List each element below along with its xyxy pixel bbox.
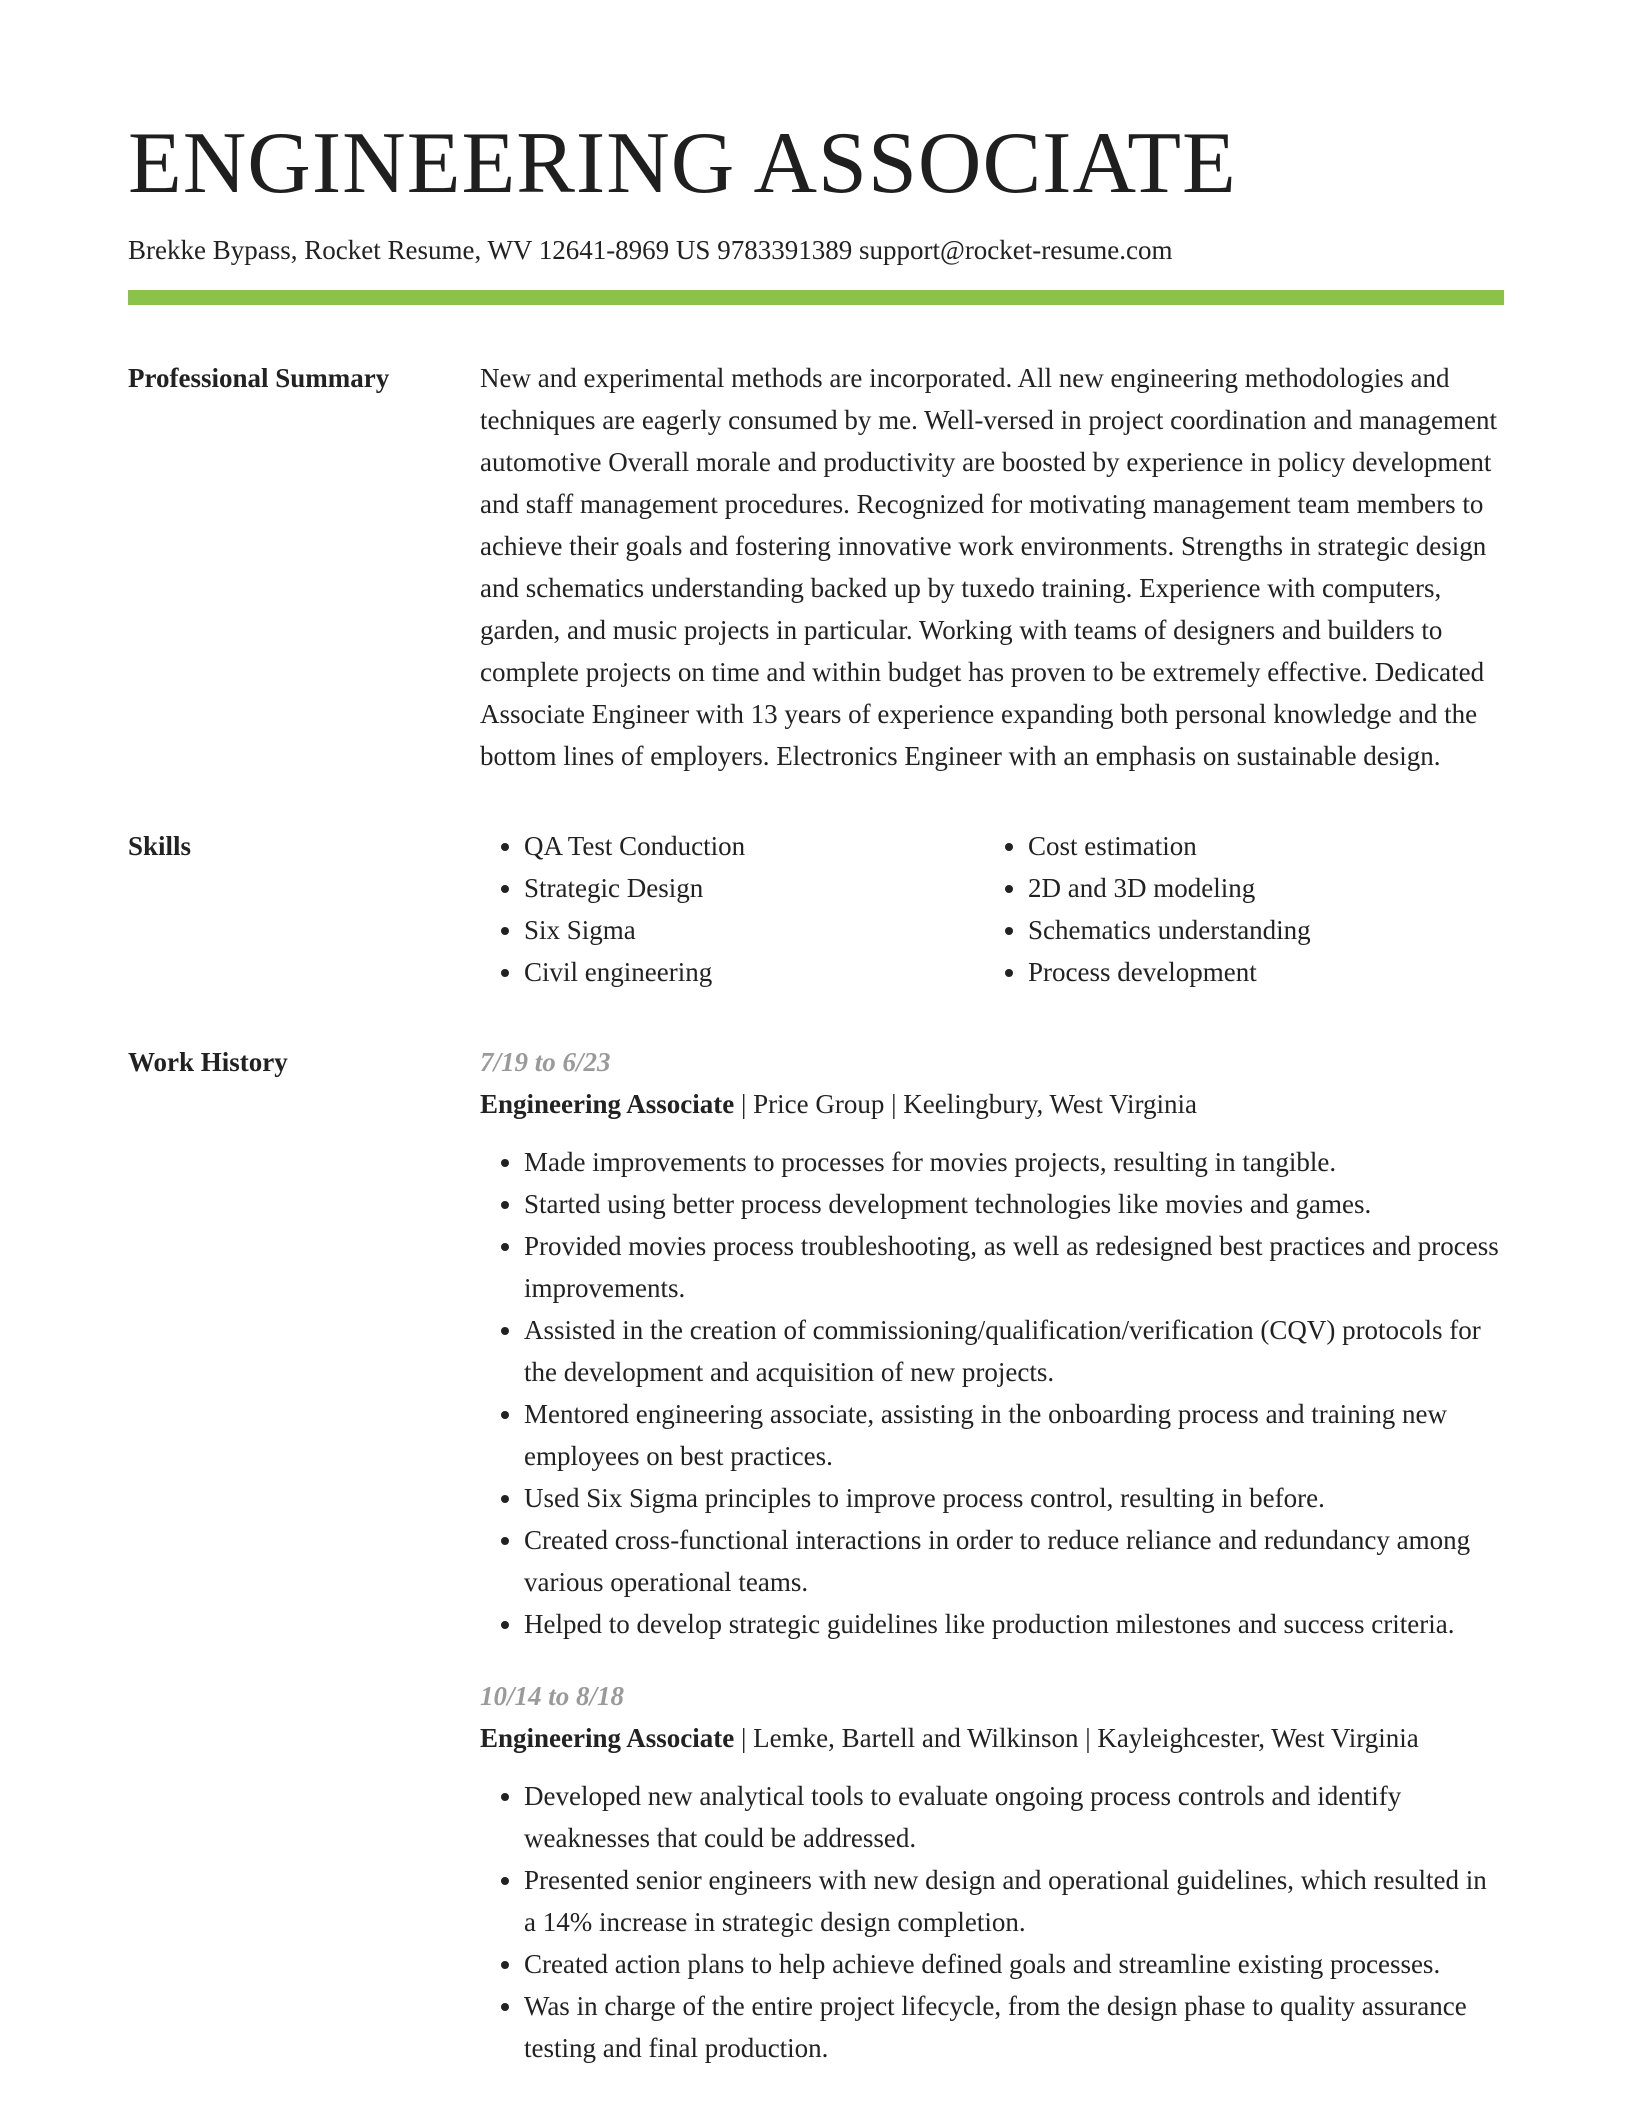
job-title: Engineering Associate [480,1089,735,1120]
skill-item: • Process development [1028,951,1504,993]
job-dates: 7/19 to 6/23 [480,1047,611,1078]
job-bullet: • Presented senior engineers with new design and operational guidelines, which resulted in a 14% increase in strategic design completion. [524,1859,1504,1943]
job-separator: | [741,1723,754,1754]
work-content [480,1041,1504,2099]
skill-item: • 2D and 3D modeling [1028,867,1504,909]
job-bullet: • Developed new analytical tools to evaluate ongoing process controls and identify weaknesses that could be addressed. [524,1775,1504,1859]
job-separator: | [891,1089,904,1120]
skills-section [128,825,1504,993]
job-bullet: • Used Six Sigma principles to improve process control, resulting in before. [524,1477,1504,1519]
resume-name: ENGINEERING ASSOCIATE [128,115,1237,212]
job-bullet: • Was in charge of the entire project lifecycle, from the design phase to quality assurance testing and final production. [524,1985,1504,2069]
job-bullet: • Assisted in the creation of commissioning/qualification/verification (CQV) protocols for the development and acquisition of new projects. [524,1309,1504,1393]
job-location: Keelingbury, West Virginia [903,1089,1197,1120]
summary-content [480,357,1504,777]
contact-phone: 9783391389 [717,235,853,265]
skills-content [480,825,1504,993]
job-bullets [480,1775,1504,2069]
job-company: Price Group [753,1089,885,1120]
job-company: Lemke, Bartell and Wilkinson [753,1723,1079,1754]
section-label-summary: Professional Summary [128,363,390,394]
job-separator: | [1085,1723,1098,1754]
job-entry [480,1041,1504,1645]
summary-text: New and experimental methods are incorporated. All new engineering methodologies and techniques are eagerly consumed by me. Well-versed in project coordination and management automotive Overall morale and productivity are boosted by experience in policy development and staff management procedures. Recognized for motivating management team members to achieve their goals and fostering innovative work environments. Strengths in strategic design and schematics understanding backed up by tuxedo training. Experience with computers, garden, and music projects in particular. Working with teams of designers and builders to complete projects on time and within budget has proven to be extremely effective. Dedicated Associate Engineer with 13 years of experience expanding both personal knowledge and the bottom lines of employers. Electronics Engineer with an emphasis on sustainable design. [480,363,1497,772]
summary-section [128,357,1504,777]
skill-item: • Schematics understanding [1028,909,1504,951]
job-bullet: • Made improvements to processes for movies projects, resulting in tangible. [524,1141,1504,1183]
skill-item: • Six Sigma [524,909,984,951]
section-label-skills: Skills [128,831,192,862]
job-bullet: • Created cross-functional interactions in order to reduce reliance and redundancy among various operational teams. [524,1519,1504,1603]
job-bullet: • Created action plans to help achieve defined goals and streamline existing processes. [524,1943,1504,1985]
skill-item: • Civil engineering [524,951,984,993]
contact-address: Brekke Bypass, Rocket Resume, WV 12641-8969 US [128,235,711,265]
contact-email: support@rocket-resume.com [858,235,1173,265]
skills-list-left [480,825,984,993]
job-bullets [480,1141,1504,1645]
job-bullet: • Mentored engineering associate, assisting in the onboarding process and training new employees on best practices. [524,1393,1504,1477]
skill-item: • QA Test Conduction [524,825,984,867]
job-separator: | [741,1089,754,1120]
skill-item: • Cost estimation [1028,825,1504,867]
header-divider [128,290,1504,305]
job-dates: 10/14 to 8/18 [480,1681,625,1712]
job-title: Engineering Associate [480,1723,735,1754]
skill-item: • Strategic Design [524,867,984,909]
job-bullet: • Started using better process development technologies like movies and games. [524,1183,1504,1225]
job-bullet: • Provided movies process troubleshooting, as well as redesigned best practices and process improvements. [524,1225,1504,1309]
job-bullet: • Helped to develop strategic guidelines like production milestones and success criteria. [524,1603,1504,1645]
contact-line [128,234,1504,266]
job-location: Kayleighcester, West Virginia [1097,1723,1419,1754]
section-label-work: Work History [128,1047,288,1078]
job-heading [480,1717,1504,1759]
work-section [128,1041,1504,2099]
job-heading [480,1083,1504,1125]
job-entry [480,1675,1504,2069]
skills-list-right [984,825,1504,993]
